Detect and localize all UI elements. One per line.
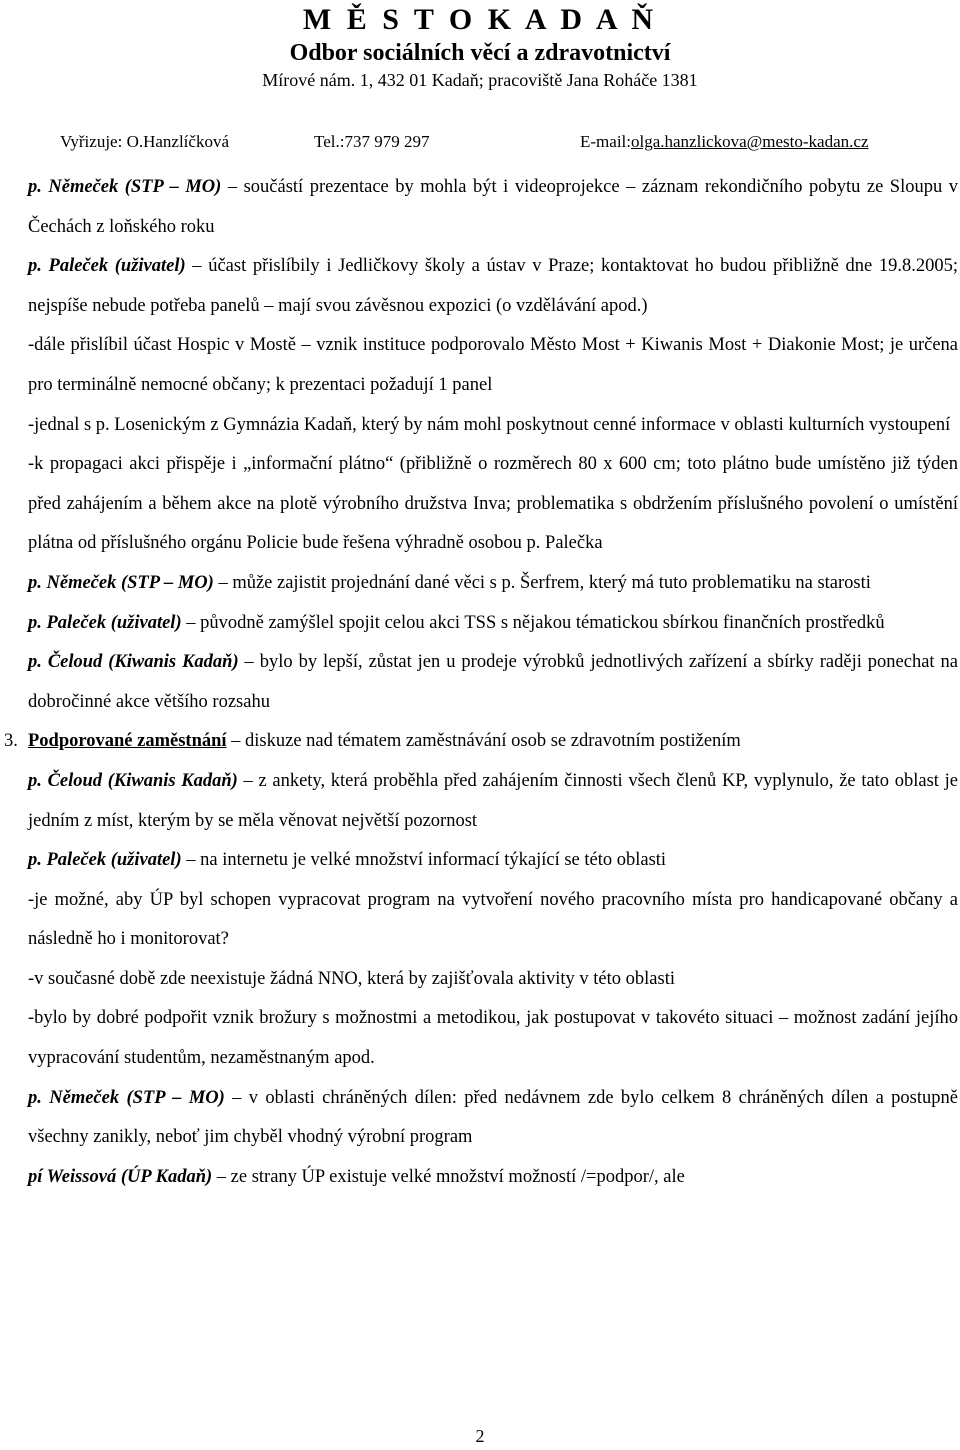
speaker-name: pí Weissová (ÚP Kadaň) — [28, 1166, 213, 1187]
department-title: Odbor sociálních věcí a zdravotnictví — [289, 40, 671, 66]
letterhead — [0, 0, 960, 91]
section-heading: Podporované zaměstnání — [28, 731, 227, 752]
paragraph-text: – může zajistit projednání dané věci s p. Šerfrem, který má tuto problematiku na starosti — [213, 572, 871, 593]
paragraph — [4, 722, 958, 762]
speaker-name: p. Paleček (uživatel) — [28, 850, 182, 871]
speaker-name: p. Němeček (STP – MO) — [28, 1087, 225, 1108]
paragraph-text: – bylo by lepší, zůstat jen u prodeje výrobků jednotlivých zařízení a sbírky raději ponechat na dobročinné akce většího rozsahu — [28, 652, 958, 712]
paragraph-text: – diskuze nad tématem zaměstnávání osob se zdravotním postižením — [226, 731, 741, 752]
paragraph — [28, 1079, 958, 1158]
paragraph-text: – ze strany ÚP existuje velké množství možností /=podpor/, ale — [212, 1166, 685, 1187]
speaker-name: p. Paleček (uživatel) — [28, 256, 186, 277]
contact-person: Vyřizuje: O.Hanzlíčková — [60, 132, 229, 151]
paragraph — [28, 247, 958, 326]
paragraph — [28, 960, 958, 1000]
paragraph-text: -bylo by dobré podpořit vznik brožury s možnostmi a metodikou, jak postupovat v takovéto situaci – možnost zadání jejího vypracování studentům, nezaměstnaným apod. — [28, 1008, 958, 1069]
paragraph-text: – součástí prezentace by mohla být i videoprojekce – záznam rekondičního pobytu ze Sloupu v Čechách z loňského roku — [28, 177, 958, 237]
speaker-name: p. Němeček (STP – MO) — [28, 177, 222, 197]
address-line: Mírové nám. 1, 432 01 Kadaň; pracoviště Jana Roháče 1381 — [262, 70, 698, 90]
email-link[interactable]: olga.hanzlickova@mesto-kadan.cz — [630, 132, 869, 151]
email-block — [580, 132, 869, 152]
paragraph — [28, 999, 958, 1078]
paragraph-text: – původně zamýšlel spojit celou akci TSS s nějakou tématickou sbírkou finančních prostředků — [181, 612, 885, 633]
paragraph — [28, 406, 958, 446]
speaker-name: p. Paleček (uživatel) — [28, 612, 182, 633]
paragraph — [28, 881, 958, 960]
speaker-name: p. Čeloud (Kiwanis Kadaň) — [28, 770, 238, 791]
page-number: 2 — [475, 1426, 485, 1446]
email-label: E-mail: — [580, 132, 631, 151]
phone-number: Tel.:737 979 297 — [314, 132, 430, 151]
paragraph-text: – z ankety, která proběhla před zahájením činnosti všech členů KP, vyplynulo, že tato oblast je jedním z míst, kterým by se měla věnovat největší pozornost — [28, 770, 958, 831]
section-number: 3. — [4, 731, 18, 752]
paragraph-text: -je možné, aby ÚP byl schopen vypracovat program na vytvoření nového pracovního místa pro handicapované občany a následně ho i monitorovat? — [28, 889, 958, 950]
paragraph — [28, 445, 958, 564]
paragraph-text: -k propagaci akci přispěje i „informační plátno“ (přibližně o rozměrech 80 x 600 cm; toto plátno bude umístěno již týden před zahájením a během akce na plotě výrobního družstva Inva; problematika s obdržením příslušného povolení o umístění plátna od příslušného orgánu Policie bude řešena výhradně osobou p. Palečka — [28, 454, 958, 554]
paragraph — [28, 326, 958, 405]
paragraph-text: -v současné době zde neexistuje žádná NNO, která by zajišťovala aktivity v této oblasti — [28, 968, 675, 989]
paragraph-text: – na internetu je velké množství informací týkající se této oblasti — [181, 850, 667, 871]
paragraph — [28, 168, 958, 247]
paragraph-text: -jednal s p. Losenickým z Gymnázia Kadaň, který by nám mohl poskytnout cenné informace v oblasti kulturních vystoupení — [28, 414, 951, 435]
paragraph — [28, 643, 958, 722]
document-body — [4, 168, 958, 1197]
paragraph — [28, 564, 958, 604]
paragraph — [28, 1158, 958, 1198]
paragraph-text: – účast přislíbily i Jedličkovy školy a ústav v Praze; kontaktovat ho budou přibližně dne 19.8.2005; nejspíše nebude potřeba panelů – mají svou závěsnou expozici (o vzdělávání apod.) — [28, 256, 958, 316]
paragraph — [28, 841, 958, 881]
speaker-name: p. Čeloud (Kiwanis Kadaň) — [28, 652, 239, 673]
city-title: M Ě S T O K A D A Ň — [302, 3, 658, 36]
speaker-name: p. Němeček (STP – MO) — [28, 572, 214, 593]
paragraph-text: – v oblasti chráněných dílen: před nedávnem zde bylo celkem 8 chráněných dílen a postupně všechny zanikly, neboť jim chyběl vhodný výrobní program — [28, 1087, 958, 1148]
paragraph — [28, 762, 958, 841]
paragraph-text: -dále přislíbil účast Hospic v Mostě – vznik instituce podporovalo Město Most + Kiwanis Most + Diakonie Most; je určena pro terminálně nemocné občany; k prezentaci požadují 1 panel — [28, 335, 958, 395]
paragraph — [28, 604, 958, 644]
